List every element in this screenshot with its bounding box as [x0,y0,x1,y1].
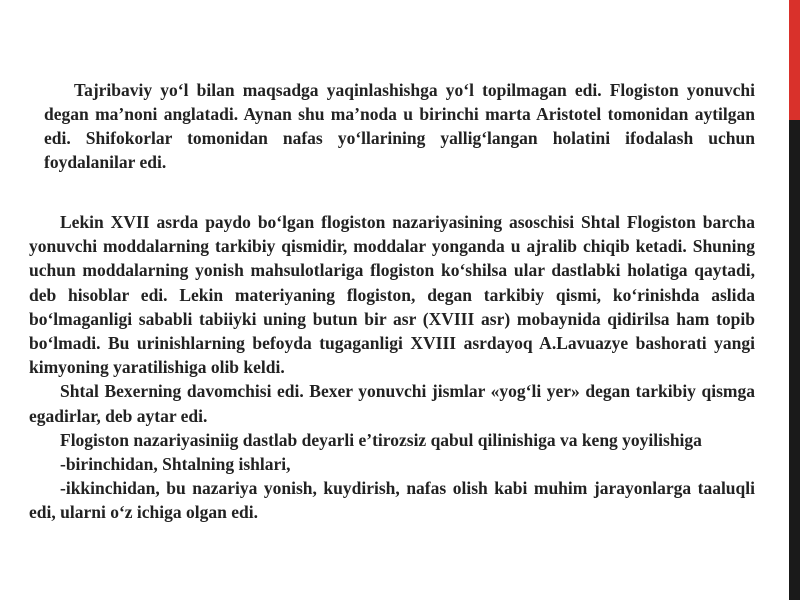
paragraph-intro: Tajribaviy yo‘l bilan maqsadga yaqinlashishga yo‘l topilmagan edi. Flogiston yonuvchi degan ma’noni anglatadi. Aynan shu ma’noda u birinchi marta Aristotel tomonidan aytilgan edi. Shifokorlar tomonidan nafas yo‘llarining yallig‘langan holatini ifodalash uchun foydalanilar edi. [44,80,755,172]
accent-bar-dark [789,120,800,600]
list-item-first-reason: -birinchidan, Shtalning ishlari, [60,454,291,475]
accent-bar-red [789,0,800,120]
paragraph-acceptance: Flogiston nazariyasiniig dastlab deyarli e’tirozsiz qabul qilinishiga va keng yoyilishiga [60,429,702,450]
paragraph-shtal-theory: Lekin XVII asrda paydo bo‘lgan flogiston nazariyasining asoschisi Shtal Flogiston barcha yonuvchi moddalarning tarkibiy qismidir, moddalar yonganda u ajralib chiqib ketadi. Shuning uchun moddalarning yonish mahsulotlariga flogiston ko‘shilsa ular dastlabki holatiga qaytadi, deb hisoblar edi. Lekin materiyaning flogiston, degan tarkibiy qismi, ko‘rinishda aslida bo‘lmaganligi sababli tabiiyki uning butun bir asr (XVIII asr) mobaynida qidirilsa ham topib bo‘lmadi. Bu urinishlarning befoyda tugaganligi XVIII asrdayoq A.Lavuazye bashorati yangi kimyoning yaratilishiga olib keldi. [29,212,755,378]
list-item-second-reason: -ikkinchidan, bu nazariya yonish, kuydirish, nafas olish kabi muhim jarayonlarga taaluqli edi, ularni o‘z ichiga olgan edi. [29,478,755,523]
paragraph-bexer: Shtal Bexerning davomchisi edi. Bexer yonuvchi jismlar «yog‘li yer» degan tarkibiy qismga egadirlar, deb aytar edi. [29,381,755,426]
body-text-block [29,210,755,525]
